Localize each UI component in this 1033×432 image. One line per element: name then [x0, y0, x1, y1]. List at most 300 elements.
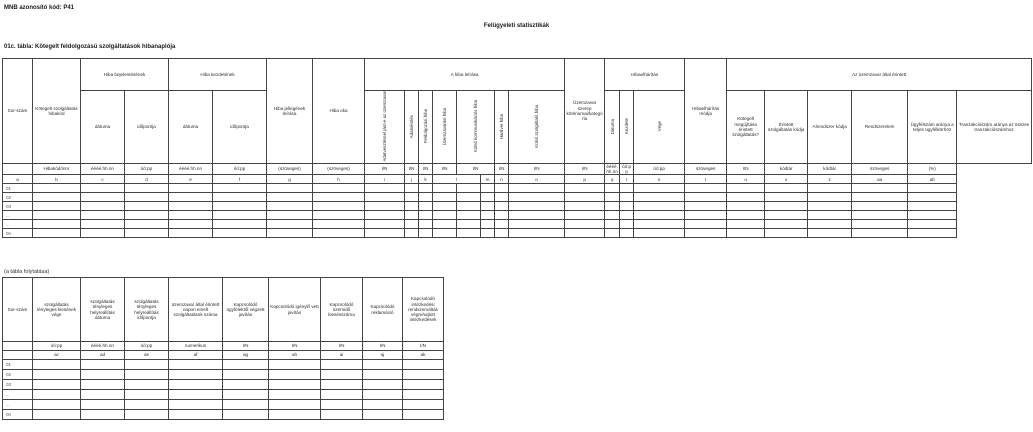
data-cell: [313, 211, 365, 220]
table-row: [3, 400, 444, 410]
data-cell: [363, 380, 403, 390]
data-cell: [852, 220, 908, 229]
data-cell: [125, 184, 169, 193]
data-cell: [125, 211, 169, 220]
unit-cell: numerikus: [169, 342, 223, 351]
data-cell: [213, 193, 267, 202]
col-kezdete-idopontja: időpontja: [213, 91, 267, 164]
data-cell: [403, 360, 444, 370]
row-number: ...: [3, 400, 33, 410]
data-cell: [634, 202, 685, 211]
letter-cell: z: [808, 175, 852, 184]
data-cell: [509, 220, 565, 229]
unit-cell: I/N: [403, 342, 444, 351]
unit-cell: óó:pp: [620, 163, 634, 175]
letter-cell: q: [605, 175, 620, 184]
row-number: 0n: [3, 229, 33, 238]
unit-cell: óó:pp: [125, 163, 169, 175]
letter-cell: n: [495, 175, 509, 184]
col-elharitas-datuma: Dátuma: [605, 91, 620, 164]
data-cell: [634, 220, 685, 229]
data-cell: [419, 229, 433, 238]
data-cell: [405, 202, 419, 211]
data-cell: [321, 370, 363, 380]
row-number: 02: [3, 370, 33, 380]
data-cell: [765, 229, 808, 238]
col2-kieses-vege: szolgáltatás tényleges kiesének vége: [33, 278, 81, 342]
data-cell: [81, 410, 125, 420]
col-erintett-4: Rendszerelem: [852, 91, 908, 164]
col2-sorszam: Sor-szám: [3, 278, 33, 342]
unit-cell: (szöveges): [313, 163, 365, 175]
data-cell: [81, 360, 125, 370]
data-cell: [33, 370, 81, 380]
data-cell: [313, 193, 365, 202]
data-cell: [125, 202, 169, 211]
table-row: [3, 410, 444, 420]
unit-cell: I/N: [495, 163, 509, 175]
data-cell: [405, 229, 419, 238]
unit-cell: I/N: [419, 163, 433, 175]
table-row: [3, 193, 1032, 202]
data-cell: [509, 193, 565, 202]
col-hatas-7: Külső szolgáltató hiba: [509, 91, 565, 164]
data-cell: [433, 184, 457, 193]
unit-cell: I/N: [363, 342, 403, 351]
unit-cell: I/N: [565, 163, 605, 175]
data-cell: [365, 229, 405, 238]
data-cell: [565, 193, 605, 202]
col-group-bejelentes: Hiba bejelentésének: [81, 59, 169, 91]
data-cell: [33, 229, 81, 238]
letter-cell: p: [565, 175, 605, 184]
data-cell: [363, 360, 403, 370]
data-cell: [685, 220, 727, 229]
data-cell: [605, 193, 620, 202]
data-cell: [509, 229, 565, 238]
data-cell: [33, 410, 81, 420]
data-cell: [321, 390, 363, 400]
table-row: [3, 184, 1032, 193]
data-cell: [81, 193, 125, 202]
data-cell: [213, 229, 267, 238]
data-cell: [419, 184, 433, 193]
letter-cell: o: [509, 175, 565, 184]
letter-cell: ah: [269, 351, 321, 360]
col-hatas-6: Hardver hiba: [495, 91, 509, 164]
col-hatas-1: Adatvesztéssel járó-e az üzemzavar: [365, 91, 405, 164]
data-cell: [169, 390, 223, 400]
letter-cell: d: [125, 175, 169, 184]
data-cell: [403, 380, 444, 390]
data-cell: [363, 400, 403, 410]
data-cell: [405, 211, 419, 220]
data-cell: [685, 184, 727, 193]
data-cell: [313, 220, 365, 229]
unit-cell: I/N: [727, 163, 765, 175]
unit-cell: óó:pp: [125, 342, 169, 351]
letter-cell: af: [169, 351, 223, 360]
data-cell: [727, 220, 765, 229]
data-cell: [908, 193, 957, 202]
unit-cell: kódtár: [808, 163, 852, 175]
unit-cell: I/N: [433, 163, 457, 175]
unit-cell: (szöveges): [267, 163, 313, 175]
data-cell: [620, 220, 634, 229]
letter-cell: aa: [852, 175, 908, 184]
col2-uzemido-kieses: Kapcsolódó üzemidő kiesésszáma: [321, 278, 363, 342]
unit-cell: I/N: [509, 163, 565, 175]
table-row: [3, 220, 1032, 229]
data-cell: [33, 211, 81, 220]
letters-row: [3, 175, 1032, 184]
data-cell: [565, 202, 605, 211]
data-cell: [81, 370, 125, 380]
letter-cell: ai: [321, 351, 363, 360]
data-cell: [765, 202, 808, 211]
data-cell: [269, 410, 321, 420]
data-cell: [808, 220, 852, 229]
data-cell: [605, 220, 620, 229]
data-cell: [565, 211, 605, 220]
data-cell: [403, 370, 444, 380]
data-cell: [81, 229, 125, 238]
data-cell: [495, 202, 509, 211]
data-cell: [81, 202, 125, 211]
data-cell: [169, 202, 213, 211]
col-hatas-5: Külső kommunikációs hiba: [457, 91, 495, 164]
data-cell: [727, 202, 765, 211]
data-cell: [363, 390, 403, 400]
row-number: ...: [3, 390, 33, 400]
data-cell: [169, 380, 223, 390]
data-cell: [223, 410, 269, 420]
letter-cell: ak: [403, 351, 444, 360]
row-number: 02: [3, 193, 33, 202]
row-number: 03: [3, 380, 33, 390]
data-cell: [125, 220, 169, 229]
unit-cell: óó:pp: [213, 163, 267, 175]
letter-cell: c: [81, 175, 125, 184]
data-cell: [620, 184, 634, 193]
col-kezdete-datuma: dátuma: [169, 91, 213, 164]
unit-cell: I/N: [365, 163, 405, 175]
data-cell: [808, 184, 852, 193]
data-cell: [685, 229, 727, 238]
data-cell: [33, 390, 81, 400]
data-cell: [223, 380, 269, 390]
data-cell: [620, 229, 634, 238]
col2-szolgaltatasok-szama: üzemzavar által érintett napon emelt szolgáltatások száma: [169, 278, 223, 342]
col-group-hatas: A hiba leírása: [365, 59, 565, 91]
data-cell: [495, 220, 509, 229]
data-cell: [419, 193, 433, 202]
letter-cell: ad: [81, 351, 125, 360]
data-cell: [852, 193, 908, 202]
data-cell: [125, 370, 169, 380]
col-hatas-2: Adatsérülés: [405, 91, 419, 164]
data-cell: [169, 211, 213, 220]
letter-cell: ac: [33, 351, 81, 360]
data-cell: [33, 184, 81, 193]
letter-cell: ag: [223, 351, 269, 360]
data-cell: [213, 211, 267, 220]
letter-cell: m: [481, 175, 495, 184]
data-cell: [363, 410, 403, 420]
data-cell: [605, 184, 620, 193]
letter-cell: h: [313, 175, 365, 184]
col-hibaelharitas-modja: Hibaelhárítás módja: [685, 59, 727, 164]
data-cell: [495, 193, 509, 202]
report-title: Felügyeleti statisztikák: [483, 23, 550, 29]
table-row: [3, 370, 444, 380]
data-cell: [908, 220, 957, 229]
data-cell: [481, 211, 495, 220]
error-log-table: [2, 58, 1032, 238]
data-cell: [634, 193, 685, 202]
data-cell: [365, 211, 405, 220]
units-row: [3, 163, 1032, 175]
data-cell: [81, 390, 125, 400]
col-erintett-2: Érintett szolgáltatás kódja: [765, 91, 808, 164]
data-cell: [267, 202, 313, 211]
col2-helyreallitas-idopontja: szolgáltatás tényleges helyreállítás időpontja: [125, 278, 169, 342]
data-cell: [169, 360, 223, 370]
data-cell: [269, 360, 321, 370]
unit-cell: óó:pp: [634, 163, 685, 175]
data-cell: [269, 380, 321, 390]
unit-cell: I/N: [457, 163, 495, 175]
data-cell: [634, 184, 685, 193]
row-number: 01: [3, 360, 33, 370]
data-cell: [125, 360, 169, 370]
data-cell: [33, 202, 81, 211]
letter-cell: r: [620, 175, 634, 184]
table-row: [3, 360, 444, 370]
col-erintett-3: Alrendszer kódja: [808, 91, 852, 164]
letter-cell: k: [419, 175, 433, 184]
col-hatas-4: Üzemzavarási hiba: [433, 91, 457, 164]
table-title: 01c. tábla: Kötegelt feldolgozású szolgáltatások hibanaplója: [4, 44, 176, 50]
data-cell: [481, 184, 495, 193]
col-bejelentes-idopontja: időpontja: [125, 91, 169, 164]
data-cell: [509, 202, 565, 211]
data-cell: [81, 400, 125, 410]
letter-cell: ab: [908, 175, 957, 184]
letter-cell: i: [365, 175, 405, 184]
data-cell: [605, 202, 620, 211]
data-cell: [433, 229, 457, 238]
unit-cell: Hibakód/mnr: [33, 163, 81, 175]
data-cell: [405, 193, 419, 202]
data-cell: [727, 193, 765, 202]
table-row: [3, 390, 444, 400]
data-cell: [620, 211, 634, 220]
data-cell: [419, 202, 433, 211]
data-cell: [481, 220, 495, 229]
unit-cell: I/N: [321, 342, 363, 351]
letter-cell: ae: [125, 351, 169, 360]
letter-cell: b: [33, 175, 81, 184]
row-number: 0n: [3, 410, 33, 420]
col2-intezkedesek: Kapcsolódó intézkedési rendszerváltás végrehajtott intézkedések: [403, 278, 444, 342]
data-cell: [685, 193, 727, 202]
data-cell: [808, 193, 852, 202]
data-cell: [620, 202, 634, 211]
data-cell: [125, 390, 169, 400]
col2-ugyfel-javitas: Kapcsolódó ügyfelektől végzett javítás: [223, 278, 269, 342]
data-cell: [908, 202, 957, 211]
data-cell: [365, 184, 405, 193]
unit-cell: kódtár: [765, 163, 808, 175]
data-cell: [33, 400, 81, 410]
col-koteg-hibakod: Kötegelt szolgáltatás hibakód: [33, 59, 81, 164]
data-cell: [169, 184, 213, 193]
error-log-table-continued: [2, 277, 444, 420]
data-cell: [433, 211, 457, 220]
data-cell: [433, 193, 457, 202]
data-cell: [727, 184, 765, 193]
data-cell: [495, 229, 509, 238]
unit-cell: éééé.hh.nn: [606, 163, 618, 175]
col2-helyreallitas-datuma: szolgáltatás tényleges helyreállítás dátuma: [81, 278, 125, 342]
col-erintett-1: Kötegelt megújítása érintett szolgáltatás?: [727, 91, 765, 164]
data-cell: [125, 410, 169, 420]
unit-cell: szöveges: [852, 163, 908, 175]
col-erintett-6: Tranzakciószám aránya az összes tranzakciószámhoz: [957, 91, 1032, 164]
data-cell: [457, 220, 481, 229]
data-cell: [169, 229, 213, 238]
table-row: [3, 211, 1032, 220]
col-group-hibaelharitas: Hibaelhárítás: [605, 59, 685, 91]
unit-cell: I/N: [405, 163, 419, 175]
col-elharitas-vege: Vége: [634, 91, 685, 164]
data-cell: [169, 220, 213, 229]
data-cell: [419, 211, 433, 220]
data-cell: [269, 370, 321, 380]
data-cell: [269, 400, 321, 410]
row-number: 03: [3, 202, 33, 211]
data-cell: [509, 211, 565, 220]
col-uzemzavar-szerep: Üzemzavar szerep kritériumai/kategória: [565, 59, 605, 164]
data-cell: [908, 184, 957, 193]
data-cell: [267, 184, 313, 193]
data-cell: [808, 202, 852, 211]
data-cell: [169, 410, 223, 420]
data-cell: [908, 211, 957, 220]
data-cell: [565, 184, 605, 193]
letter-cell: u: [727, 175, 765, 184]
data-cell: [495, 211, 509, 220]
letter-cell: t: [685, 175, 727, 184]
unit-cell: I/N: [269, 342, 321, 351]
data-cell: [403, 400, 444, 410]
data-cell: [321, 380, 363, 390]
row-number: ...: [3, 211, 33, 220]
letters-row-2: [3, 351, 444, 360]
col-bejelentes-datuma: dátuma: [81, 91, 125, 164]
data-cell: [457, 202, 481, 211]
data-cell: [457, 229, 481, 238]
continuation-label: (a tábla folytatása): [4, 269, 50, 275]
col-elharitas-kezdete: Kezdete: [620, 91, 634, 164]
unit-cell: szöveges: [685, 163, 727, 175]
data-cell: [405, 184, 419, 193]
data-cell: [403, 410, 444, 420]
data-cell: [419, 220, 433, 229]
data-cell: [365, 202, 405, 211]
data-cell: [685, 202, 727, 211]
letter-cell: f: [213, 175, 267, 184]
data-cell: [33, 220, 81, 229]
unit-cell: I/N: [223, 342, 269, 351]
col-hiba-leirasa: Hiba jellegének leírása: [267, 59, 313, 164]
data-cell: [765, 211, 808, 220]
data-cell: [727, 211, 765, 220]
col-hatas-3: Feldolgozási hiba: [419, 91, 433, 164]
data-cell: [405, 220, 419, 229]
data-cell: [457, 211, 481, 220]
table-row: [3, 202, 1032, 211]
data-cell: [495, 184, 509, 193]
data-cell: [433, 220, 457, 229]
data-cell: [213, 220, 267, 229]
col2-reklamacio: Kapcsolódó reklamáció: [363, 278, 403, 342]
data-cell: [457, 193, 481, 202]
col-hiba-oka: Hiba oka: [313, 59, 365, 164]
data-cell: [313, 202, 365, 211]
data-cell: [605, 229, 620, 238]
col-sorszam: Sor-szám: [3, 59, 33, 164]
data-cell: [634, 229, 685, 238]
data-cell: [852, 211, 908, 220]
data-cell: [81, 184, 125, 193]
data-cell: [321, 400, 363, 410]
data-cell: [852, 184, 908, 193]
row-number: ...: [3, 220, 33, 229]
data-cell: [33, 360, 81, 370]
data-cell: [213, 202, 267, 211]
data-cell: [267, 229, 313, 238]
data-cell: [313, 229, 365, 238]
table-row: [3, 380, 444, 390]
data-cell: [433, 202, 457, 211]
data-cell: [321, 360, 363, 370]
data-cell: [169, 370, 223, 380]
letter-cell: j: [405, 175, 419, 184]
data-cell: [33, 193, 81, 202]
data-provider-code: MNB azonosító kód: P41: [4, 5, 75, 11]
letter-cell: a: [3, 175, 33, 184]
data-cell: [727, 229, 765, 238]
data-cell: [852, 202, 908, 211]
letter-cell: e: [169, 175, 213, 184]
data-cell: [620, 193, 634, 202]
data-cell: [269, 390, 321, 400]
letter-cell: g: [267, 175, 313, 184]
data-cell: [403, 390, 444, 400]
data-cell: [313, 184, 365, 193]
row-number: 01: [3, 184, 33, 193]
data-cell: [267, 193, 313, 202]
data-cell: [565, 229, 605, 238]
data-cell: [169, 193, 213, 202]
data-cell: [808, 211, 852, 220]
data-cell: [365, 193, 405, 202]
col-group-kezdete: Hiba kezdetének: [169, 59, 267, 91]
data-cell: [223, 390, 269, 400]
data-cell: [605, 211, 620, 220]
